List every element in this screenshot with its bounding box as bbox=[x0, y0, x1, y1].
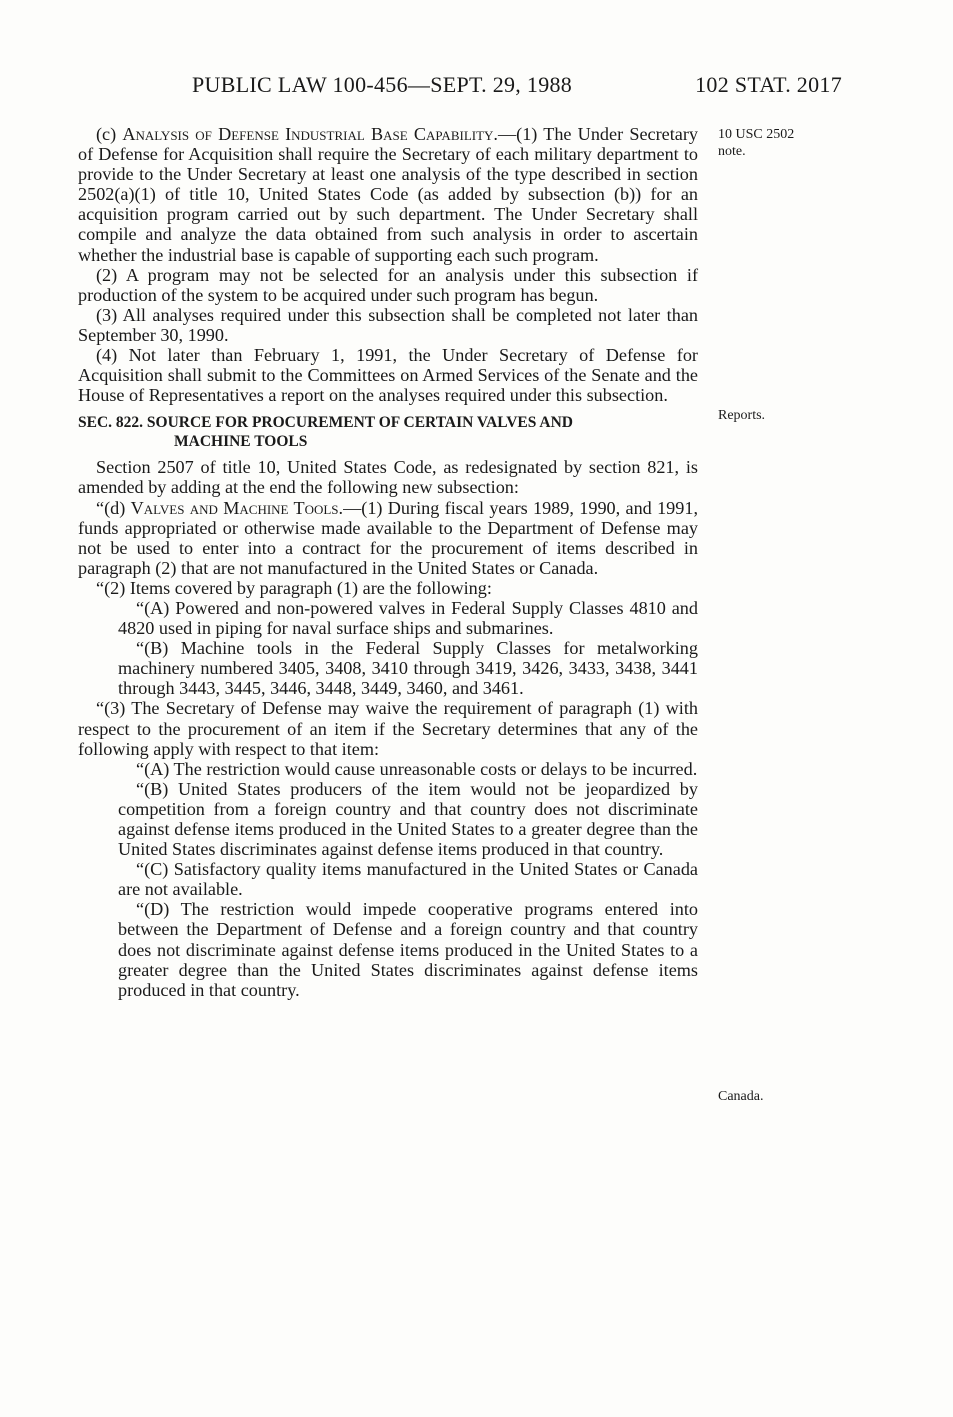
margin-note-reports: Reports. bbox=[718, 408, 766, 423]
subsection-d-paragraph-3: “(3) The Secretary of Defense may waive the requirement of paragraph (1) with respect to the procurement of an item if the Secretary determines that any of the following apply with respect to that item: bbox=[78, 698, 698, 759]
section-c-paragraph-1 bbox=[78, 124, 698, 265]
subsection-d-2-A: “(A) Powered and non-powered valves in Federal Supply Classes 4810 and 4820 used in piping for naval surface ships and submarines. bbox=[118, 597, 698, 639]
section-822-heading-line1: SEC. 822. SOURCE FOR PROCUREMENT OF CERTAIN VALVES AND bbox=[78, 414, 573, 432]
margin-note-canada: Canada. bbox=[718, 1089, 764, 1104]
running-head-title: PUBLIC LAW 100-456—SEPT. 29, 1988 bbox=[192, 72, 573, 97]
section-c-paragraph-4: (4) Not later than February 1, 1991, the Under Secretary of Defense for Acquisition shall submit to the Committees on Armed Services of the Senate and the House of Representatives a report on the analyses required under this subsection. bbox=[78, 345, 698, 406]
subsection-d-3-C: “(C) Satisfactory quality items manufactured in the United States or Canada are not available. bbox=[118, 859, 698, 900]
section-822-intro: Section 2507 of title 10, United States Code, as redesignated by section 821, is amended by adding at the end the following new subsection: bbox=[78, 457, 698, 498]
subsection-d-3-B: “(B) United States producers of the item would not be jeopardized by competition from a foreign country and that country does not discriminate against defense items produced in the United States to a greater degree than the United States discriminates against defense items produced in that country. bbox=[118, 778, 698, 860]
margin-note-usc bbox=[718, 126, 794, 160]
subsection-d-heading: Valves and Machine Tools. bbox=[130, 497, 344, 518]
section-822-heading bbox=[78, 413, 698, 451]
subsection-d-paragraph-2: “(2) Items covered by paragraph (1) are the following: bbox=[96, 577, 492, 598]
page-header bbox=[192, 72, 842, 102]
subsection-d-3-D: “(D) The restriction would impede cooperative programs entered into between the Department of Defense and a foreign country and that country does not discriminate against defense items produced in the United States to a greater degree than the United States discriminates against defense items produced in that country. bbox=[118, 899, 698, 1000]
section-822-heading-line2: MACHINE TOOLS bbox=[174, 433, 308, 451]
subsection-d-2-B: “(B) Machine tools in the Federal Supply Classes for metalworking machinery numbered 3405, 3408, 3410 through 3419, 3426, 3433, 3438, 3441 through 3443, 3445, 3446, 3448, 3449, 3460, and 3461. bbox=[118, 638, 698, 699]
subsection-d-label: “(d) bbox=[96, 497, 131, 518]
section-c-heading: Analysis of Defense Industrial Base Capability. bbox=[122, 124, 498, 144]
margin-note-usc-line1: 10 USC 2502 bbox=[718, 127, 795, 142]
margin-note-usc-line2: note. bbox=[718, 144, 746, 159]
subsection-d-3-A: “(A) The restriction would cause unreasonable costs or delays to be incurred. bbox=[136, 758, 698, 779]
subsection-d-paragraph-1 bbox=[78, 498, 698, 578]
section-c-text-1: —(1) The Under Secretary of Defense for Acquisition shall require the Secretary of each military department to provide to the Under Secretary at least one analysis of the type described in section 2502(a)(1) of title 10, United States Code (as added by subsection (b)) for an acquisition program carried out by such department. The Under Secretary shall compile and analyze the data obtained from such analysis in order to ascertain whether the industrial base is capable of supporting each such program. bbox=[78, 124, 698, 265]
body-text bbox=[78, 124, 698, 1000]
section-c-paragraph-3: (3) All analyses required under this subsection shall be completed not later than September 30, 1990. bbox=[78, 304, 698, 345]
page-stat-number: 102 STAT. 2017 bbox=[695, 72, 842, 97]
section-c-paragraph-2: (2) A program may not be selected for an analysis under this subsection if production of the system to be acquired under such program has begun. bbox=[78, 264, 698, 305]
subsection-d-text-1: —(1) During fiscal years 1989, 1990, and 1991, funds appropriated or otherwise made available to the Department of Defense may not be used to enter into a contract for the procurement of items described in paragraph (2) that are not manufactured in the United States or Canada. bbox=[78, 497, 698, 578]
section-c-label: (c) bbox=[96, 124, 123, 144]
